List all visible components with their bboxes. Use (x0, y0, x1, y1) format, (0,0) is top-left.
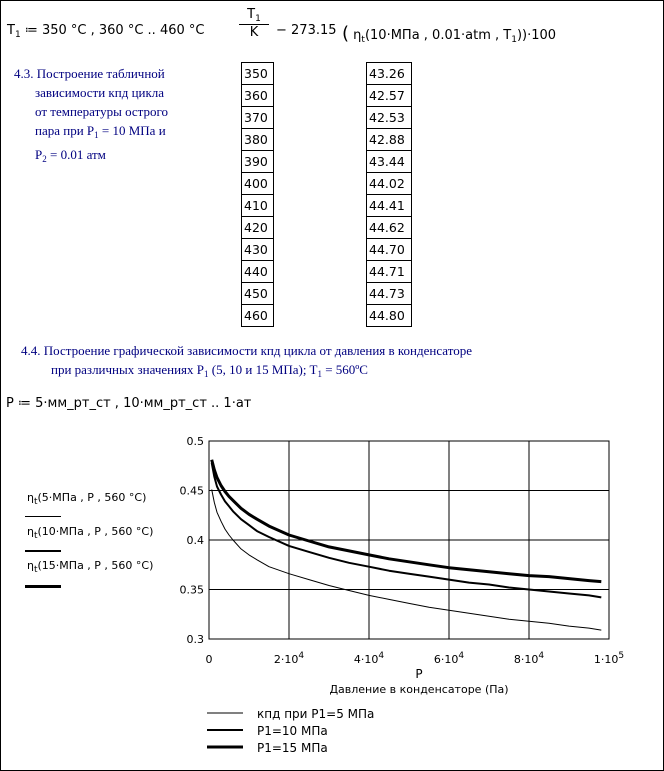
line4-post: = 10 МПа и (98, 123, 166, 138)
y-tick-label: 0.35 (179, 583, 204, 597)
legend-label-3: P1=15 МПа (257, 741, 328, 755)
table-cell: 44.62 (367, 217, 412, 239)
legend-label-2: P1=10 МПа (257, 724, 328, 738)
series-line-3 (212, 460, 602, 582)
times-hundred: ·100 (527, 28, 557, 43)
line4-pre: пара при P (35, 123, 95, 138)
line2-sub2: 1 (317, 369, 322, 379)
table-cell: 44.70 (367, 239, 412, 261)
table-cell: 430 (242, 239, 274, 261)
efficiency-pressure-chart[interactable] (1, 1, 664, 771)
eta-symbol: η (353, 28, 362, 43)
line5-sub: 2 (42, 154, 47, 164)
y2-sub: t (33, 531, 38, 541)
table-cell: 410 (242, 195, 274, 217)
table-cell: 440 (242, 261, 274, 283)
assign-operator: ≔ (24, 23, 38, 38)
legend-label-1: кпд при P1=5 МПа (257, 707, 375, 721)
table-cell: 43.26 (367, 63, 412, 85)
minus-constant: − 273.15 (276, 23, 337, 38)
x-axis-label: P (415, 667, 423, 681)
table-cell: 380 (242, 129, 274, 151)
y-tick-label: 0.5 (186, 435, 204, 448)
table-cell: 460 (242, 305, 274, 327)
table-cell: 44.80 (367, 305, 412, 327)
eta-subscript: t (361, 35, 365, 45)
table-cell: 43.44 (367, 151, 412, 173)
x-tick-label: $1\cdot 10^5$ (593, 651, 625, 666)
table-cell: 350 (242, 63, 274, 85)
y1-sub: t (33, 497, 38, 507)
y3-args: (15·МПа , P , 560 °C) (37, 559, 154, 572)
x-tick-label: $4\cdot 10^4$ (353, 651, 385, 666)
line2-pre: при различных значениях P (51, 362, 205, 377)
table-cell: 450 (242, 283, 274, 305)
table-cell: 44.41 (367, 195, 412, 217)
series-line-1 (212, 490, 602, 631)
paren-close: )) (516, 28, 528, 43)
table-cell: 390 (242, 151, 274, 173)
formula-p-range[interactable]: P ≔ 5·мм_рт_ст , 10·мм_рт_ст .. 1·ат (6, 396, 252, 411)
section-4-3-line3: от температуры острого (35, 104, 169, 119)
y-tick-label: 0.4 (186, 534, 204, 547)
table-cell: 42.57 (367, 85, 412, 107)
table-cell: 44.02 (367, 173, 412, 195)
line5-pre: P (35, 147, 43, 162)
y3-eta: η (27, 559, 34, 572)
y2-args: (10·МПа , P , 560 °C) (37, 525, 154, 538)
paren-open: ( (342, 23, 350, 44)
line2-mid: (5, 10 и 15 МПа); T (208, 362, 318, 377)
y-tick-label: 0.3 (186, 633, 204, 646)
section-4-3-line2: зависимости кпд цикла (35, 85, 165, 100)
y-tick-label: 0.45 (179, 484, 204, 498)
line2-sub: 1 (204, 369, 209, 379)
y1-args: (5·МПа , P , 560 °C) (37, 491, 147, 504)
frac-numerator-sub: 1 (255, 14, 261, 24)
t1-symbol: T (7, 23, 15, 38)
y3-sub: t (33, 565, 38, 575)
section-4-4-line1: 4.4. Построение графической зависимости кпд цикла от давления в конденсаторе (21, 343, 472, 358)
x-axis-note: Давление в конденсаторе (Па) (329, 683, 509, 696)
x-tick-label: $6\cdot 10^4$ (433, 651, 465, 666)
table-cell: 370 (242, 107, 274, 129)
y1-eta: η (27, 491, 34, 504)
x-tick-label: $8\cdot 10^4$ (513, 651, 545, 666)
table-cell: 44.71 (367, 261, 412, 283)
frac-denominator: K (249, 25, 259, 40)
y2-eta: η (27, 525, 34, 538)
eta-args: (10·МПа , 0.01·atm , T (364, 28, 512, 43)
x-tick-label: $2\cdot 10^4$ (273, 651, 305, 666)
table-cell: 42.88 (367, 129, 412, 151)
t1-range-values: 350 °C , 360 °C .. 460 °C (41, 23, 205, 38)
section-4-3-line1: 4.3. Построение табличной (14, 66, 165, 81)
frac-numerator: T (247, 7, 256, 22)
table-cell: 360 (242, 85, 274, 107)
eta-args-subscript: 1 (511, 35, 517, 45)
table-cell: 400 (242, 173, 274, 195)
table-cell: 42.53 (367, 107, 412, 129)
x-tick-label: 0 (205, 653, 213, 666)
line5-post: = 0.01 атм (46, 147, 106, 162)
line4-sub: 1 (94, 130, 99, 140)
t1-subscript: 1 (14, 30, 21, 40)
table-cell: 420 (242, 217, 274, 239)
table-cell: 44.73 (367, 283, 412, 305)
line2-post: = 560ºC (321, 362, 368, 377)
